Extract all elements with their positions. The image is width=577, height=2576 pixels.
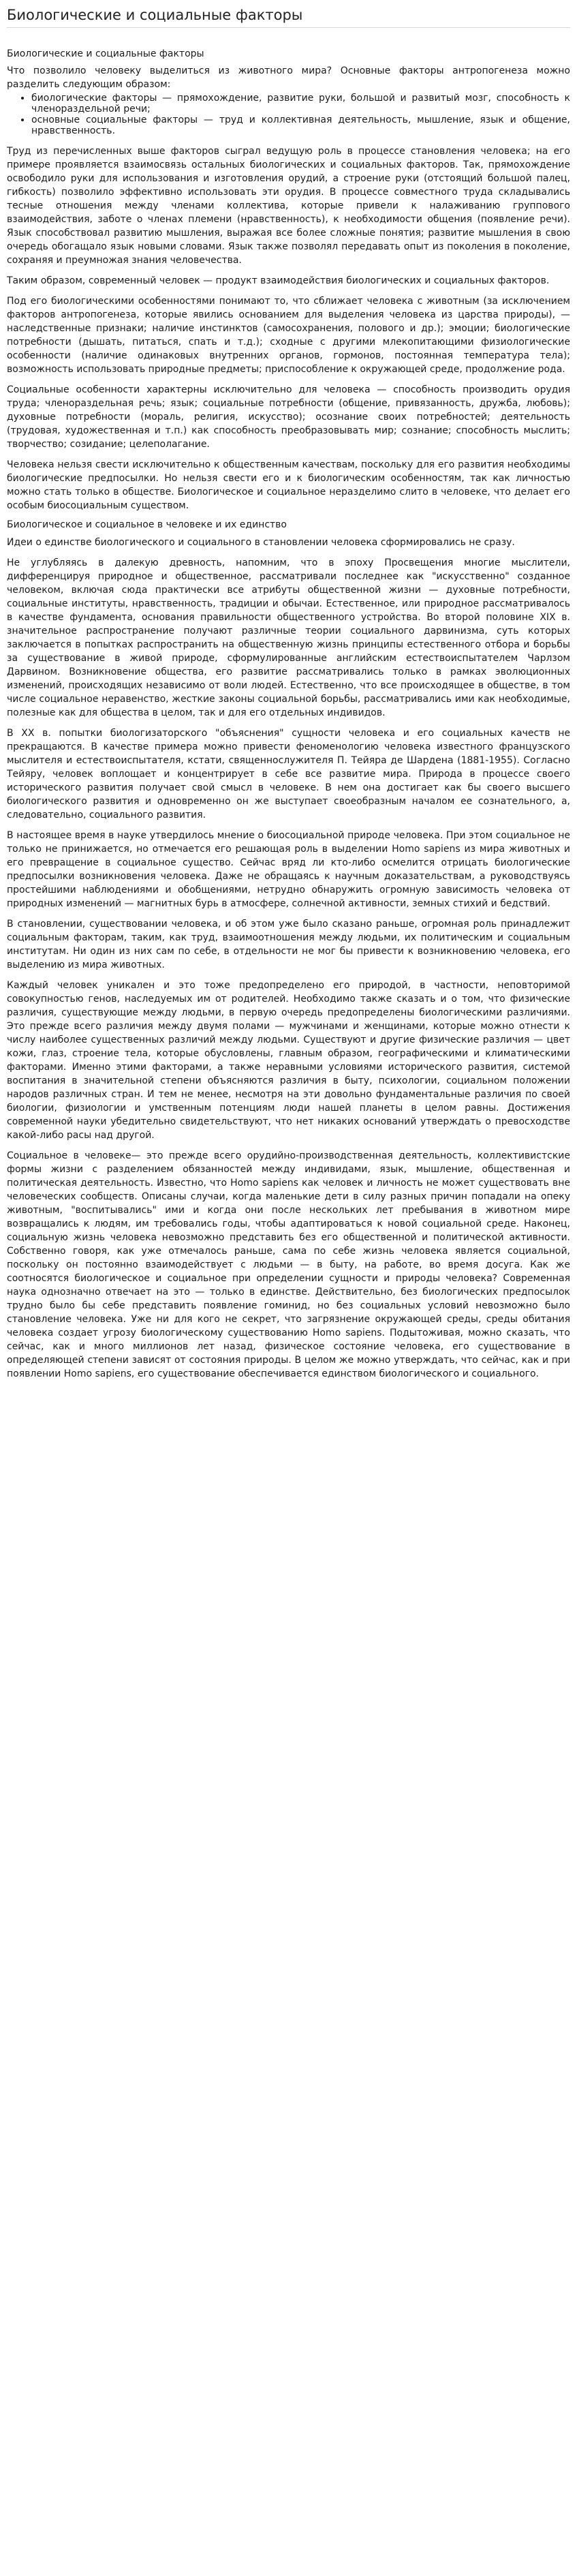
paragraph-enlightenment: Не углубляясь в далекую древность, напомним, что в эпоху Просвещения многие мыслители, дифференцируя природное и общественное, рассматривали последнее как "искусственно" созданное человеком, включая сюда практически все атрибуты общественной жизни — духовные потребности, социальные институты, нравственность, традиции и обычаи. Естественное, или природное рассматривалось в качестве фундамента, основания правильности общественного устройства. Во второй половине XIX в. значительное распространение получают различные теории социального дарвинизма, суть которых заключается в попытках распространить на общественную жизнь принципы естественного отбора и борьбы за существование в живой природе, сформулированные английским естествоиспытателем Чарлзом Дарвином. Возникновение общества, его развитие рассматривались только в рамках эволюционных изменений, происходящих независимо от воли людей. Естественно, что все происходящее в обществе, в том числе социальное неравенство, жесткие законы социальной борьбы, рассматривались ими как необходимые, полезные как для общества в целом, так и для его отдельных индивидов. xyxy=(7,557,570,718)
paragraph-social-features: Социальные особенности характерны исключительно для человека — способность производить орудия труда; членораздельная речь; язык; социальные потребности (общение, привязанность, дружба, любовь); духовные потребности (мораль, религия, искусство); осознание своих потребностей; деятельность (трудовая, художественная и т.п.) как способность преобразовывать мир; сознание; способность мыслить; творчество; созидание; целеполагание. xyxy=(7,384,570,450)
paragraph-uniqueness: Каждый человек уникален и это тоже предопределено его природой, в частности, неповторимой совокупностью генов, наследуемых им от родителей. Необходимо также сказать и о том, что физические различия, существующие между людьми, в первую очередь предопределены биологическими различиями. Это прежде всего различия между двумя полами — мужчинами и женщинами, которые можно отнести к числу наиболее существенных различий между людьми. Существуют и другие физические различия — цвет кожи, глаз, строение тела, которые обусловлены, главным образом, географическими и климатическими факторами. Именно этими факторами, а также неравными условиями исторического развития, системой воспитания в значительной степени объясняются различия в быту, психологии, социальном положении народов различных стран. И тем не менее, несмотря на эти довольно фундаментальные различия по своей биологии, физиологии и умственным потенциям люди нашей планеты в целом равны. Достижения современной науки убедительно свидетельствуют, что нет никаких оснований утверждать о превосходстве какой-либо расы над другой. xyxy=(7,980,570,1141)
paragraph-modern-view: В настоящее время в науке утвердилось мнение о биосоциальной природе человека. При этом социальное не только не принижается, но отмечается его решающая роль в выделении Homo sapiens из мира животных и его превращение в социальное существо. Сейчас вряд ли кто-либо осмелится отрицать биологические предпосылки возникновения человека. Даже не обращаясь к научным доказательствам, а руководствуясь простейшими наблюдениями и обобщениями, нетрудно обнаружить огромную зависимость человека от природных изменений — магнитных бурь в атмосфере, солнечной активности, земных стихий и бедствий. xyxy=(7,830,570,909)
paragraph-labor: Труд из перечисленных выше факторов сыграл ведущую роль в процессе становления человека; на его примере проявляется взаимосвязь остальных биологических и социальных факторов. Так, прямохождение освободило руки для использования и изготовления орудий, а строение руки (отстоящий большой палец, гибкость) позволило эффективно использовать эти орудия. В процессе совместного труда складывались тесные отношения между членами коллектива, которые привели к налаживанию группового взаимодействия, заботе о членах племени (нравственность), к необходимости общения (появление речи). Язык способствовал развитию мышления, выражая все более сложные понятия; развитие мышления в свою очередь обогащало язык новыми словами. Язык также позволял передавать опыт из поколения в поколение, сохраняя и преумножая знания человечества. xyxy=(7,146,570,266)
paragraph-social-factors: В становлении, существовании человека, и об этом уже было сказано раньше, огромная роль принадлежит социальным факторам, таким, как труд, взаимоотношения между людьми, их политическим и социальным институтам. Ни один из них сам по себе, в отдельности не мог бы привести к возникновению человека, его выделению из мира животных. xyxy=(7,919,570,970)
intro-paragraph: Что позволило человеку выделиться из животного мира? Основные факторы антропогенеза можно разделить следующим образом: xyxy=(7,65,570,90)
factor-item-social: • основные социальные факторы — труд и коллективная деятельность, мышление, язык и общение, нравственность. xyxy=(31,114,570,136)
page-title: Биологические и социальные факторы xyxy=(7,5,570,28)
paragraph-biological-features: Под его биологическими особенностями понимают то, что сближает человека с животным (за исключением факторов антропогенеза, которые явились основанием для выделения человека из царства природы), — наследственные признаки; наличие инстинктов (самосохранения, полового и др.); эмоции; биологические потребности (дышать, питаться, спать и т.д.); сходные с другими млекопитающими физиологические особенности (наличие одинаковых внутренних органов, гормонов, постоянная температура тела); возможность использовать природные предметы; приспособление к окружающей среде, продолжение рода. xyxy=(7,296,570,375)
factor-item-biological: • биологические факторы — прямохождение, развитие руки, большой и развитый мозг, способность к членораздельной речи; xyxy=(31,93,570,114)
section-heading: Биологическое и социальное в человеке и их единство xyxy=(7,519,287,530)
factors-list xyxy=(7,93,570,136)
paragraph-twentieth-century: В XX в. попытки биологизаторского "объяснения" сущности человека и его социальных качеств не прекращаются. В качестве примера можно привести феноменологию человека известного французского мыслителя и естествоиспытателя, кстати, священнослужителя П. Тейяра де Шардена (1881-1955). Согласно Тейяру, человек воплощает и концентрирует в себе все развитие мира. Природа в процессе своего исторического развития получает свой смысл в человеке. В нем она достигает как бы своего высшего биологического развития и одновременно он же выступает своеобразным началом ее сознательного, а, следовательно, социального развития. xyxy=(7,728,570,821)
paragraph-conclusion: Таким образом, современный человек — продукт взаимодействия биологических и социальных факторов. xyxy=(7,275,550,286)
article-subtitle: Биологические и социальные факторы xyxy=(7,48,204,59)
paragraph-social-in-human: Социальное в человеке— это прежде всего орудийно-производственная деятельность, коллективистские формы жизни с разделением обязанностей между индивидами, язык, мышление, общественная и политическая деятельность. Известно, что Homo sapiens как человек и личность не может существовать вне человеческих сообществ. Описаны случаи, когда маленькие дети в силу разных причин попадали на опеку животным, "воспитывались" ими и когда они после нескольких лет пребывания в животном мире возвращались к людям, им требовались годы, чтобы адаптироваться к новой социальной среде. Наконец, социальную жизнь человека невозможно представить без его общественной и политической активности. Собственно говоря, как уже отмечалось раньше, сама по себе жизнь человека является социальной, поскольку он постоянно взаимодействует с людьми — в быту, на работе, во время досуга. Как же соотносятся биологическое и социальное при определении сущности и природы человека? Современная наука однозначно отвечает на это — только в единстве. Действительно, без биологических предпосылок трудно было бы себе представить появление гоминид, но без социальных условий невозможно было становление человека. Уже ни для кого не секрет, что загрязнение окружающей среды, среды обитания человека создает угрозу биологическому существованию Homo sapiens. Подытоживая, можно сказать, что сейчас, как и много миллионов лет назад, физическое состояние человека, его существование в определяющей степени зависят от состояния природы. В целом же можно утверждать, что сейчас, как и при появлении Homo sapiens, его существование обеспечивается единством биологического и социального. xyxy=(7,1150,570,1379)
paragraph-ideas: Идеи о единстве биологического и социального в становлении человека сформировались не сразу. xyxy=(7,537,515,548)
paragraph-biosocial: Человека нельзя свести исключительно к общественным качествам, поскольку для его развития необходимы биологические предпосылки. Но нельзя свести его и к биологическим особенностям, так как личностью можно стать только в обществе. Биологическое и социальное неразделимо слито в человеке, что делает его особым биосоциальным существом. xyxy=(7,459,570,511)
